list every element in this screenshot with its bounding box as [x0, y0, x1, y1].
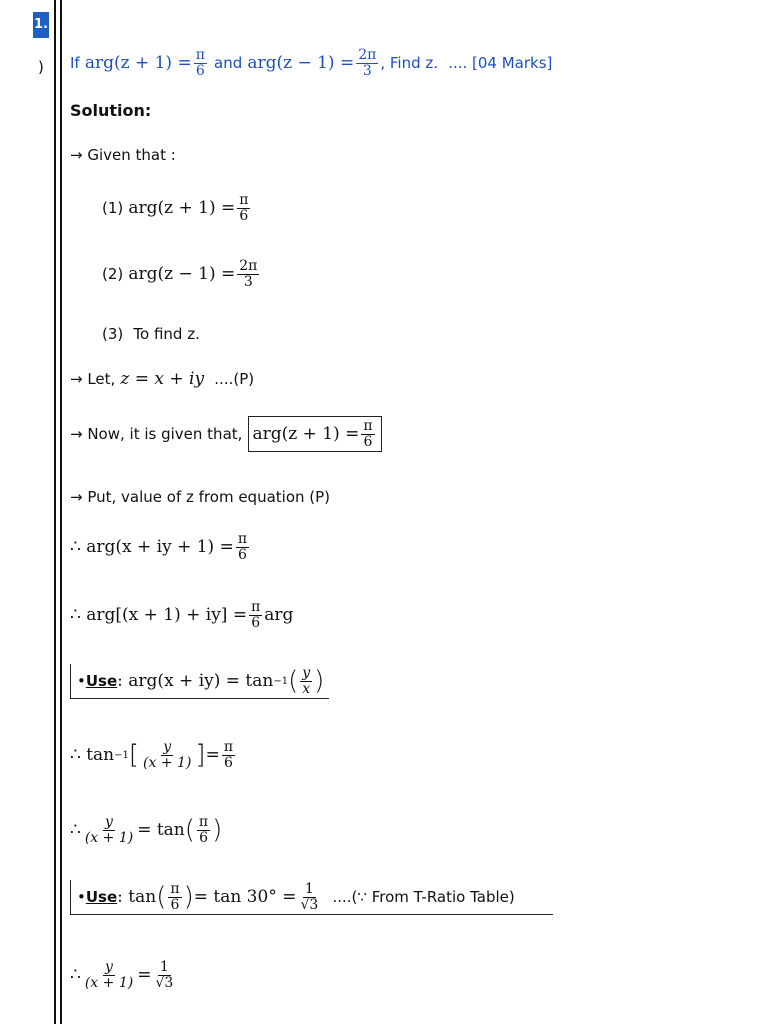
use-box-2: • Use : tan ( $\frac{\pi}{6}$ ) = tan 30° = $\frac{1}{√3}$ ....(∵ From T-Ratio Table)	[70, 880, 553, 915]
given-item-2: (2) arg(z − 1) = $\frac{2\pi}{3}$	[102, 258, 258, 290]
solution-heading: Solution:	[70, 101, 152, 120]
given-item-1: (1) arg(z + 1) = $\frac{\pi}{6}$	[102, 192, 249, 224]
question-expr1: arg(z + 1) =	[84, 53, 192, 74]
given-that-line: → Given that :	[70, 146, 176, 164]
question-if: If	[70, 54, 80, 73]
step-4: ∴ $\frac{y}{(x + 1)}$ = tan ( $\frac{\pi}{6}$ )	[70, 814, 223, 846]
question-find: , Find z.	[380, 54, 439, 73]
boxed-given: arg(z + 1) = $\frac{\pi}{6}$	[248, 416, 382, 452]
step-2: ∴ arg[(x + 1) + iy] = $\frac{\pi}{6}$ arg	[70, 599, 294, 631]
question-expr2: arg(z − 1) =	[247, 53, 355, 74]
question-line	[70, 48, 552, 78]
step-3: ∴ tan −1 [ $\frac{y}{(x + 1)}$ ] = $\frac{\pi}{6}$	[70, 739, 234, 771]
given-item-3: (3) To find z.	[102, 324, 200, 343]
put-line: → Put, value of z from equation (P)	[70, 488, 331, 506]
margin-line-right	[60, 0, 62, 1024]
margin-line-left	[54, 0, 56, 1024]
question-number-badge: 1.	[33, 12, 49, 38]
left-mark: )	[38, 58, 44, 76]
now-line: → Now, it is given that, arg(z + 1) = $\frac{\pi}{6}$	[70, 416, 382, 452]
let-line: → Let, z = x + iy ....(P)	[70, 369, 255, 389]
step-1: ∴ arg(x + iy + 1) = $\frac{\pi}{6}$	[70, 531, 248, 563]
question-frac1: $\frac{\pi}{6}$	[195, 47, 205, 79]
question-marks: .... [04 Marks]	[448, 54, 553, 73]
use-box-1: • Use : arg(x + iy) = tan −1 ( $\frac{y}{x}$ )	[70, 664, 329, 699]
step-5: ∴ $\frac{y}{(x + 1)}$ = $\frac{1}{√3}$	[70, 959, 174, 991]
question-frac2: $\frac{2\pi}{3}$	[358, 47, 377, 79]
question-and: and	[214, 54, 243, 73]
